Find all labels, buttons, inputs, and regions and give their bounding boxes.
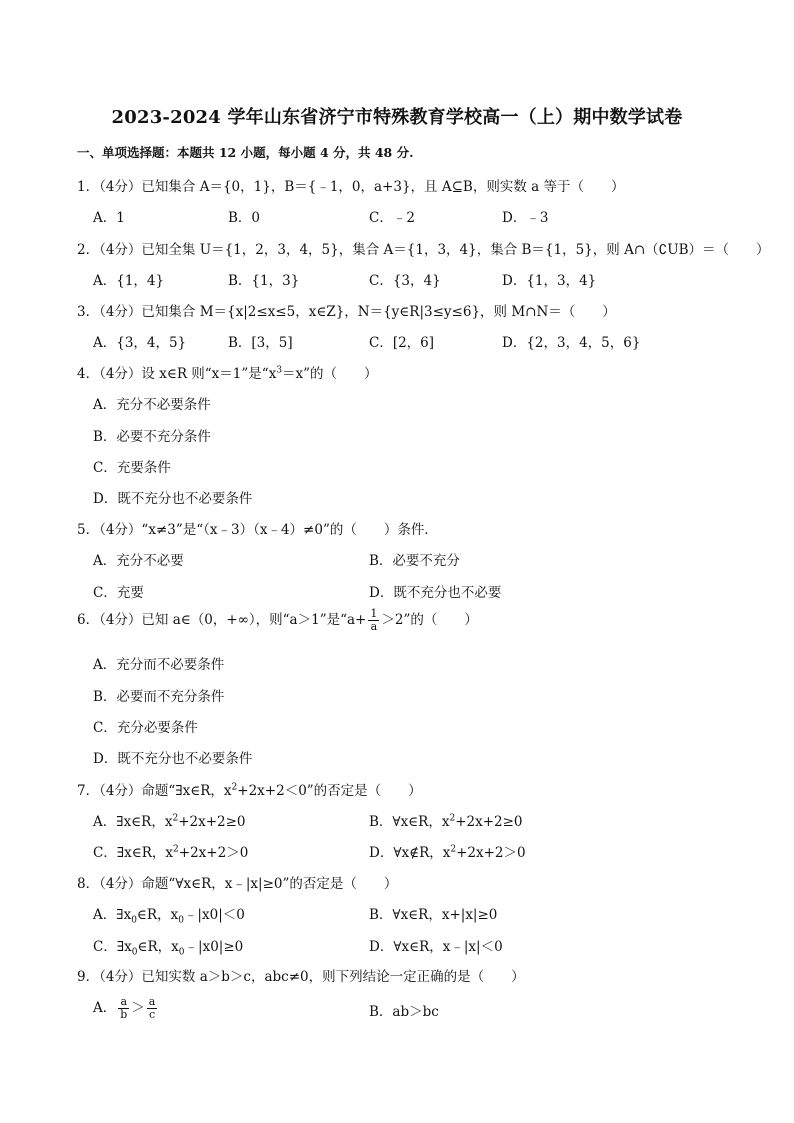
q6-stem-part: ＞2”的（ ） [381,612,478,628]
question-9: 9．（4分）已知实数 a＞b＞c，abc≠0，则下列结论一定正确的是（ ） [77,969,525,985]
q9-a-denominator: c [148,1008,156,1021]
q8-a-subscript: 0 [131,915,137,926]
q8-a-subscript: 0 [178,915,184,926]
q9-a-denominator: b [120,1008,128,1021]
q7-c-text: +2x+2＞0 [178,845,249,861]
question-7 [77,779,422,799]
q7-b-text: +2x+2≥0 [455,814,523,830]
q6-stem-part: 6．（4分）已知 a∈（0，+∞），则“a＞1”是“ [77,612,347,628]
q1-option-a: A．1 [93,210,125,226]
q5-option-d: D．既不充分也不必要 [369,585,502,601]
page-title: 2023-2024 学年山东省济宁市特殊教育学校高一（上）期中数学试卷 [111,107,683,128]
question-1: 1．（4分）已知集合 A＝{0，1}，B＝{﹣1，0，a+3}，且 A⊆B，则实数 a 等于（ ） [77,179,625,195]
q8-a-text: ∈R，x [136,907,179,923]
q7-exponent: 2 [231,782,238,793]
q9-a-operator: ＞ [131,1000,145,1016]
q8-c-text: ∈R，x [137,939,179,955]
q7-a-text: A．∃x∈R，x [93,814,173,830]
q6-fraction [368,608,379,633]
section-heading: 一、单项选择题：本题共 12 小题，每小题 4 分，共 48 分. [77,145,414,160]
question-4 [77,362,378,382]
q3-option-a: A．{3，4，5} [93,335,187,351]
q2-option-a: A．{1，4} [93,273,165,289]
q4-stem-part: 4．（4分）设 x∈R 则“x＝1”是“x [77,366,277,382]
q5-option-a: A．充分不必要 [93,553,184,569]
q7-b-text: B．∀x∈R，x [369,814,450,830]
question-8: 8．（4分）命题“∀x∈R，x﹣|x|≥0”的否定是（ ） [77,876,398,892]
q4-option-c: C．充要条件 [93,460,171,476]
q9-a-fraction-2 [147,996,158,1021]
q8-c-text: ﹣|x0|≥0 [184,939,244,955]
q7-b-exponent: 2 [449,813,456,824]
q9-a-fraction-1 [118,996,129,1021]
q9-option-b: B．ab＞bc [369,1004,439,1020]
q6-option-c: C．充分必要条件 [93,720,198,736]
q8-c-subscript: 0 [178,947,185,958]
question-2: 2．（4分）已知全集 U＝{1，2，3，4，5}，集合 A＝{1，3，4}，集合 B＝{1，5}，则 A∩（∁UB）＝（ ） [77,242,770,258]
q6-option-a: A．充分而不必要条件 [93,657,225,673]
q7-a-text: +2x+2≥0 [178,814,246,830]
q8-c-text: C．∃x [93,939,132,955]
q4-option-a: A．充分不必要条件 [93,397,211,413]
q2-option-b: B．{1，3} [228,273,300,289]
q9-option-a [93,996,159,1021]
q8-a-text: ﹣|x0|＜0 [183,907,245,923]
q3-option-c: C．[2，6] [369,335,435,351]
q7-d-text: +2x+2＞0 [456,845,526,861]
q2-option-d: D．{1，3，4} [502,273,597,289]
q1-option-c: C．﹣2 [369,210,415,226]
q2-option-c: C．{3，4} [369,273,441,289]
q1-option-b: B．0 [228,210,261,226]
q4-exponent: 3 [276,365,283,376]
q7-option-b [369,810,523,830]
q7-c-text: C．∃x∈R，x [93,845,174,861]
question-5: 5．（4分）“x≠3”是“（x﹣3）（x﹣4）≠0”的（ ）条件． [77,522,438,538]
q7-c-exponent: 2 [173,844,179,855]
q6-frac-prefix: a+ [347,612,367,628]
q6-frac-denominator: a [370,620,378,633]
q5-option-c: C．充要 [93,585,144,601]
q7-option-c [93,841,248,861]
q9-a-numerator: a [120,995,128,1008]
q3-option-b: B．[3，5] [228,335,293,351]
q3-option-d: D．{2，3，4，5，6} [502,335,641,351]
q5-option-b: B．必要不充分 [369,553,460,569]
q8-option-b: B．∀x∈R，x+|x|≥0 [369,907,498,923]
q6-option-b: B．必要而不充分条件 [93,689,225,705]
q8-option-a [93,903,245,926]
q7-a-exponent: 2 [172,813,179,824]
q8-option-c [93,935,243,958]
q7-option-d [369,841,526,861]
q8-option-d: D．∀x∈R，x﹣|x|＜0 [369,939,503,955]
question-6 [77,608,478,633]
q9-a-numerator: a [148,995,156,1008]
q6-frac-numerator: 1 [370,607,378,620]
q7-d-text: D．∀x∉R，x [369,845,451,861]
q1-option-d: D．﹣3 [502,210,549,226]
question-3: 3．（4分）已知集合 M＝{x|2≤x≤5，x∈Z}，N＝{y∈R|3≤y≤6}，则 M∩N＝（ ） [77,304,616,320]
q4-option-d: D．既不充分也不必要条件 [93,491,253,507]
q7-d-exponent: 2 [450,844,457,855]
q6-option-d: D．既不充分也不必要条件 [93,751,253,767]
q4-stem-part: ＝x”的（ ） [282,366,378,382]
q9-a-label: A． [93,1000,117,1016]
q8-a-text: A．∃x [93,907,132,923]
q8-c-subscript: 0 [131,947,138,958]
q7-option-a [93,810,246,830]
q4-option-b: B．必要不充分条件 [93,429,211,445]
q7-stem-part: +2x+2＜0”的否定是（ ） [237,783,422,799]
q7-stem-part: 7．（4分）命题“∃x∈R，x [77,783,232,799]
